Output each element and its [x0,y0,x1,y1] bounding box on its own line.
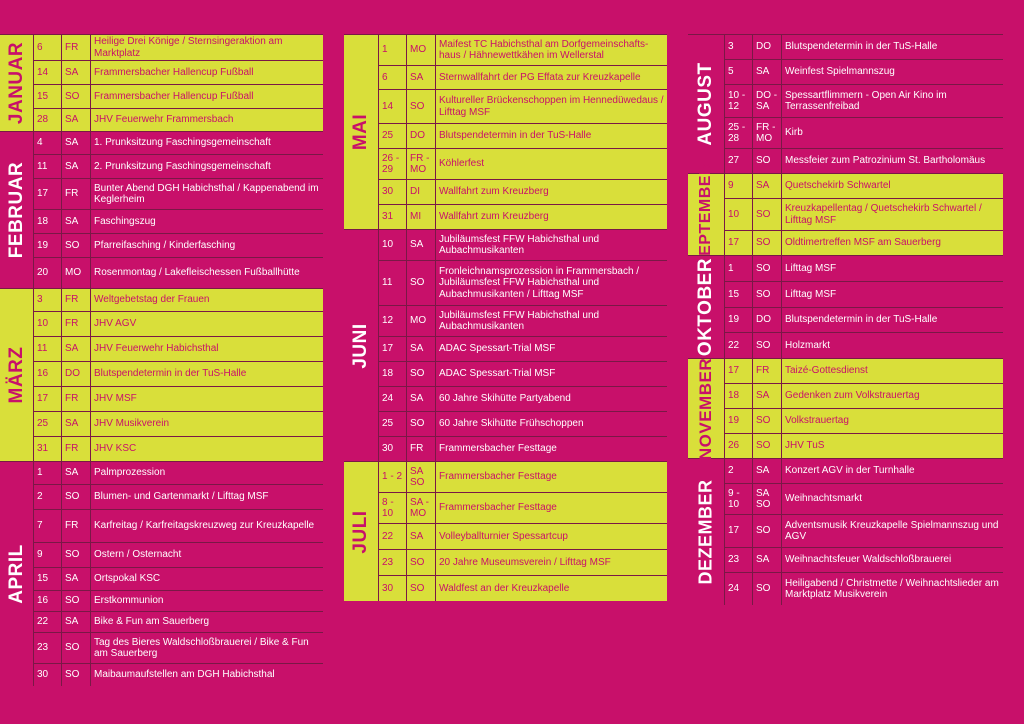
event-date: 20 [33,258,61,288]
event-date: 9 [33,543,61,567]
event-weekday: SO [406,261,435,305]
event-date: 15 [33,85,61,108]
event-title: Frammersbacher Festtage [435,493,667,523]
event-weekday: SO [752,434,781,458]
month-label-november: NOVEMBER [696,357,715,460]
event-weekday: FR [406,437,435,461]
event-date: 27 [724,149,752,173]
event-date: 30 [378,576,406,601]
event-title: Erstkommunion [90,591,323,611]
event-weekday: SO [61,485,90,509]
event-weekday: DO [406,124,435,148]
event-row [724,384,1003,409]
event-weekday: MO [406,35,435,65]
event-weekday: SA [752,174,781,198]
event-title: Volleyballturnier Spessartcup [435,524,667,549]
event-weekday: SO [752,409,781,433]
event-weekday: SO [61,591,90,611]
event-row [33,61,323,85]
event-row [378,149,667,180]
event-row [33,633,323,664]
event-date: 19 [724,409,752,433]
event-weekday: SA [61,109,90,131]
event-row [33,337,323,362]
month-block-november [688,358,1003,458]
event-title: JHV Feuerwehr Habichsthal [90,337,323,361]
event-weekday: SA SO [406,462,435,492]
month-label-december: DEZEMBER [695,479,716,585]
event-row [33,289,323,312]
event-row [724,515,1003,548]
event-weekday: SO [406,362,435,386]
event-title: Ortspokal KSC [90,568,323,590]
event-date: 9 - 10 [724,484,752,514]
event-weekday: DI [406,180,435,204]
column-2 [344,34,667,601]
event-date: 7 [33,510,61,542]
event-row [724,118,1003,149]
month-block-december [688,458,1003,605]
event-title: Kirb [781,118,1003,148]
event-row [33,179,323,210]
event-row [724,548,1003,573]
event-date: 1 [33,462,61,484]
month-label-october: OKTOBER [695,257,716,357]
event-date: 17 [724,515,752,547]
event-date: 15 [33,568,61,590]
event-title: Oldtimertreffen MSF am Sauerberg [781,231,1003,255]
event-title: Sternwallfahrt der PG Effata zur Kreuzkapelle [435,66,667,89]
event-row [724,573,1003,605]
event-date: 8 - 10 [378,493,406,523]
event-row [33,591,323,612]
event-date: 10 [724,199,752,230]
event-date: 1 [724,256,752,281]
event-row [33,109,323,131]
event-row [33,510,323,543]
event-row [378,306,667,337]
event-title: Weinfest Spielmannszug [781,60,1003,84]
event-row [724,459,1003,484]
month-block-july [344,461,667,601]
event-row [724,333,1003,358]
event-title: Wallfahrt zum Kreuzberg [435,205,667,229]
event-row [378,437,667,461]
event-row [724,282,1003,308]
event-date: 1 [378,35,406,65]
event-row [33,362,323,387]
event-date: 24 [724,573,752,605]
event-row [378,412,667,437]
event-date: 22 [378,524,406,549]
event-date: 3 [33,289,61,311]
event-date: 14 [378,90,406,123]
event-row [724,359,1003,384]
event-weekday: FR - MO [406,149,435,179]
event-title: Jubiläumsfest FFW Habichsthal und Aubachmusikanten [435,306,667,336]
event-title: Weihnachtsmarkt [781,484,1003,514]
event-date: 23 [724,548,752,572]
event-weekday: SA [61,412,90,436]
event-date: 4 [33,132,61,154]
event-weekday: FR [61,289,90,311]
event-title: Maibaumaufstellen am DGH Habichsthal [90,664,323,686]
event-title: Faschingszug [90,210,323,233]
event-date: 6 [378,66,406,89]
event-row [378,462,667,493]
event-row [724,174,1003,199]
event-date: 10 - 12 [724,85,752,117]
event-date: 31 [378,205,406,229]
event-weekday: SO [61,85,90,108]
event-row [33,612,323,633]
month-label-august: AUGUST [695,62,716,146]
event-date: 30 [378,437,406,461]
event-date: 12 [378,306,406,336]
event-date: 1 - 2 [378,462,406,492]
event-row [378,90,667,124]
event-title: Messfeier zum Patrozinium St. Bartholomäus [781,149,1003,173]
event-title: JHV AGV [90,312,323,336]
event-title: Frammersbacher Hallencup Fußball [90,61,323,84]
month-label-march: MÄRZ [5,346,27,404]
event-weekday: DO [752,35,781,59]
event-title: Blutspendetermin in der TuS-Halle [781,308,1003,332]
event-weekday: SA [61,132,90,154]
event-date: 28 [33,109,61,131]
month-label-june: JUNI [350,322,371,369]
event-title: Pfarreifasching / Kinderfasching [90,234,323,257]
event-date: 17 [33,387,61,411]
event-title: 20 Jahre Museumsverein / Lifttag MSF [435,550,667,575]
event-title: Frammersbacher Hallencup Fußball [90,85,323,108]
event-title: JHV KSC [90,437,323,461]
event-date: 19 [33,234,61,257]
event-row [724,484,1003,515]
event-row [33,85,323,109]
event-row [724,231,1003,255]
event-title: 2. Prunksitzung Faschingsgemeinschaft [90,155,323,178]
event-row [378,493,667,524]
event-title: Konzert AGV in der Turnhalle [781,459,1003,483]
event-row [33,258,323,288]
event-date: 17 [378,337,406,361]
month-block-june [344,229,667,461]
event-weekday: SA [61,612,90,632]
event-title: Weihnachtsfeuer Waldschloßbrauerei [781,548,1003,572]
event-row [33,132,323,155]
event-row [378,124,667,149]
event-weekday: SO [752,333,781,358]
event-weekday: SO [61,543,90,567]
event-weekday: SO [406,90,435,123]
event-weekday: SA [406,524,435,549]
event-title: 60 Jahre Skihütte Frühschoppen [435,412,667,436]
event-date: 6 [33,35,61,60]
event-title: Spessartflimmern - Open Air Kino im Terrassenfreibad [781,85,1003,117]
event-title: Lifttag MSF [781,282,1003,307]
event-row [378,180,667,205]
event-date: 5 [724,60,752,84]
event-weekday: DO [61,362,90,386]
event-date: 25 - 28 [724,118,752,148]
event-title: Waldfest an der Kreuzkapelle [435,576,667,601]
event-weekday: FR [61,437,90,461]
event-title: JHV Feuerwehr Frammersbach [90,109,323,131]
event-weekday: SA [61,568,90,590]
month-block-october [688,255,1003,358]
event-row [378,337,667,362]
event-date: 11 [33,155,61,178]
column-1 [0,34,323,686]
event-row [33,234,323,258]
event-weekday: FR [752,359,781,383]
event-title: JHV Musikverein [90,412,323,436]
event-title: Frammersbacher Festtage [435,462,667,492]
event-title: Lifttag MSF [781,256,1003,281]
event-weekday: SA SO [752,484,781,514]
column-3 [688,34,1003,605]
event-title: Quetschekirb Schwartel [781,174,1003,198]
event-date: 23 [378,550,406,575]
event-title: ADAC Spessart-Trial MSF [435,337,667,361]
event-title: Blumen- und Gartenmarkt / Lifttag MSF [90,485,323,509]
event-weekday: SO [752,149,781,173]
event-weekday: SA [61,337,90,361]
event-date: 30 [378,180,406,204]
event-row [378,387,667,412]
event-weekday: SA [752,459,781,483]
event-weekday: SA [61,61,90,84]
month-block-august [688,34,1003,173]
month-block-may [344,34,667,229]
month-label-may: MAI [350,113,371,151]
event-title: Volkstrauertag [781,409,1003,433]
event-weekday: FR [61,179,90,209]
event-row [378,230,667,261]
event-title: Blutspendetermin in der TuS-Halle [781,35,1003,59]
event-row [33,664,323,686]
event-weekday: SO [406,550,435,575]
event-date: 10 [378,230,406,260]
event-date: 16 [33,362,61,386]
month-block-january [0,34,323,131]
event-title: Jubiläumsfest FFW Habichsthal und Aubachmusikanten [435,230,667,260]
event-date: 25 [33,412,61,436]
event-weekday: DO - SA [752,85,781,117]
event-title: Frammersbacher Festtage [435,437,667,461]
event-weekday: SO [406,412,435,436]
event-date: 3 [724,35,752,59]
event-weekday: SO [752,231,781,255]
event-date: 25 [378,412,406,436]
event-date: 22 [33,612,61,632]
event-date: 17 [724,231,752,255]
event-weekday: FR [61,312,90,336]
event-weekday: SA [752,60,781,84]
event-row [724,256,1003,282]
event-title: Karfreitag / Karfreitagskreuzweg zur Kreuzkapelle [90,510,323,542]
event-title: Maifest TC Habichsthal am Dorfgemeinschafts-haus / Hähnewettkähen im Wellerstal [435,35,667,65]
event-title: Taizé-Gottesdienst [781,359,1003,383]
event-title: Ostern / Osternacht [90,543,323,567]
event-title: Wallfahrt zum Kreuzberg [435,180,667,204]
event-title: Heilige Drei Könige / Sternsingeraktion am Marktplatz [90,35,323,60]
event-row [724,60,1003,85]
month-block-april [0,461,323,686]
event-weekday: SA [406,337,435,361]
event-row [724,434,1003,458]
event-title: Heiligabend / Christmette / Weihnachtslieder am Marktplatz Musikverein [781,573,1003,605]
event-weekday: SA [61,210,90,233]
event-date: 16 [33,591,61,611]
event-title: Kreuzkapellentag / Quetschekirb Schwartel / Lifttag MSF [781,199,1003,230]
event-row [378,261,667,306]
event-row [33,437,323,461]
event-row [33,312,323,337]
event-weekday: MO [406,306,435,336]
event-date: 14 [33,61,61,84]
event-weekday: SA [406,387,435,411]
month-label-february: FEBRUAR [5,161,27,259]
event-date: 18 [724,384,752,408]
month-label-september: SEPTEMBER [697,162,714,267]
event-row [378,576,667,601]
event-date: 11 [33,337,61,361]
event-title: Adventsmusik Kreuzkapelle Spielmannszug und AGV [781,515,1003,547]
event-title: Palmprozession [90,462,323,484]
event-date: 2 [724,459,752,483]
event-weekday: SO [406,576,435,601]
event-title: JHV MSF [90,387,323,411]
event-date: 19 [724,308,752,332]
event-weekday: SA [752,384,781,408]
event-title: Kultureller Brückenschoppen im Hennedüwedaus / Lifttag MSF [435,90,667,123]
event-date: 24 [378,387,406,411]
event-row [33,210,323,234]
event-row [378,524,667,550]
event-title: Bunter Abend DGH Habichsthal / Kappenabend im Keglerheim [90,179,323,209]
event-row [33,462,323,485]
event-row [33,485,323,510]
event-weekday: SO [752,282,781,307]
event-row [33,155,323,179]
event-row [33,35,323,61]
event-date: 22 [724,333,752,358]
event-date: 17 [33,179,61,209]
event-row [724,149,1003,173]
event-title: ADAC Spessart-Trial MSF [435,362,667,386]
event-title: Gedenken zum Volkstrauertag [781,384,1003,408]
month-label-january: JANUAR [5,41,27,125]
event-row [33,568,323,591]
event-row [378,550,667,576]
event-weekday: SO [61,664,90,686]
event-title: Blutspendetermin in der TuS-Halle [90,362,323,386]
event-weekday: SA [61,462,90,484]
event-date: 10 [33,312,61,336]
event-weekday: SO [61,633,90,663]
month-block-september [688,162,1003,267]
event-date: 15 [724,282,752,307]
event-weekday: FR [61,35,90,60]
event-weekday: DO [752,308,781,332]
month-label-april: APRIL [5,544,27,604]
event-weekday: FR [61,510,90,542]
event-row [33,387,323,412]
event-title: Weltgebetstag der Frauen [90,289,323,311]
event-weekday: SA [406,230,435,260]
event-date: 18 [378,362,406,386]
month-block-march [0,288,323,461]
event-row [724,85,1003,118]
event-title: Rosenmontag / Lakefleischessen Fußballhütte [90,258,323,288]
event-weekday: SA [406,66,435,89]
event-row [724,199,1003,231]
event-date: 23 [33,633,61,663]
event-date: 26 [724,434,752,458]
event-weekday: FR [61,387,90,411]
event-title: Köhlerfest [435,149,667,179]
event-date: 2 [33,485,61,509]
event-row [724,308,1003,333]
event-title: Bike & Fun am Sauerberg [90,612,323,632]
event-weekday: SO [752,515,781,547]
month-block-february [0,131,323,288]
event-weekday: MI [406,205,435,229]
event-row [33,543,323,568]
event-title: Blutspendetermin in der TuS-Halle [435,124,667,148]
event-title: Tag des Bieres Waldschloßbrauerei / Bike & Fun am Sauerberg [90,633,323,663]
event-title: 60 Jahre Skihütte Partyabend [435,387,667,411]
event-weekday: FR - MO [752,118,781,148]
event-date: 9 [724,174,752,198]
event-row [33,412,323,437]
event-weekday: SO [61,234,90,257]
event-date: 11 [378,261,406,305]
event-row [378,66,667,90]
event-date: 26 - 29 [378,149,406,179]
event-row [724,35,1003,60]
event-title: 1. Prunksitzung Faschingsgemeinschaft [90,132,323,154]
event-weekday: SA - MO [406,493,435,523]
month-label-july: JULI [350,509,371,554]
event-date: 17 [724,359,752,383]
event-row [378,362,667,387]
event-title: Holzmarkt [781,333,1003,358]
event-title: JHV TuS [781,434,1003,458]
event-date: 31 [33,437,61,461]
event-date: 30 [33,664,61,686]
event-weekday: SO [752,573,781,605]
event-weekday: SA [752,548,781,572]
event-row [378,35,667,66]
event-row [378,205,667,229]
event-weekday: MO [61,258,90,288]
event-date: 18 [33,210,61,233]
event-weekday: SO [752,256,781,281]
event-weekday: SO [752,199,781,230]
event-date: 25 [378,124,406,148]
event-row [724,409,1003,434]
event-title: Fronleichnamsprozession in Frammersbach / Jubiläumsfest FFW Habichsthal und Aubachmusikanten / Lifttag MSF [435,261,667,305]
event-weekday: SA [61,155,90,178]
